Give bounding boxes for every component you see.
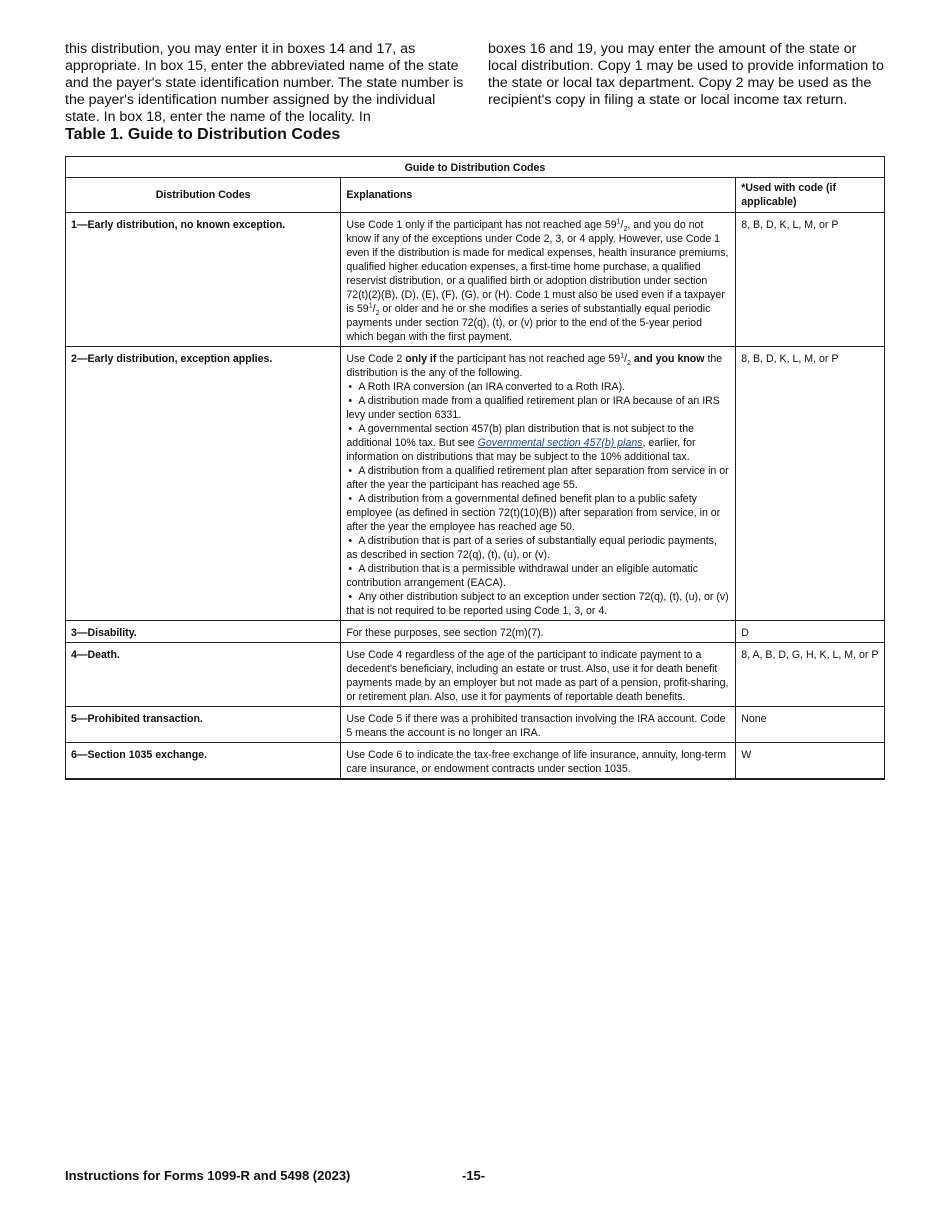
header-used-with: *Used with code (if applicable) [736, 178, 885, 213]
row-used-with: W [736, 743, 885, 780]
table-title: Table 1. Guide to Distribution Codes [65, 126, 341, 143]
table-row [66, 643, 885, 707]
table-caption-row [66, 157, 885, 178]
governmental-457b-link[interactable]: Governmental section 457(b) plans [477, 437, 643, 449]
row-code: 1—Early distribution, no known exception. [66, 213, 341, 347]
intro-left-text: this distribution, you may enter it in boxes 14 and 17, as appropriate. In box 15, enter the abbreviated name of the state and the payer's state identification number. The state number is the payer's identification number assigned by the individual state. In box 18, enter the name of the locality. In [65, 41, 464, 125]
distribution-codes-table [65, 156, 885, 780]
intro-left-column [65, 41, 465, 126]
bullet-item: • A distribution from a qualified retirement plan after separation from service in or after the year the participant has reached age 55. [346, 464, 730, 492]
row-used-with: 8, A, B, D, G, H, K, L, M, or P [736, 643, 885, 707]
table-header-row [66, 178, 885, 213]
table-row [66, 743, 885, 780]
row-explanation: Use Code 1 only if the participant has not reached age $59^1/_2$, and you do not know if any of the exceptions under Code 2, 3, or 4 apply. However, use Code 1 even if the distribution is made for medical expenses, health insurance premiums, qualified higher education expenses, a first-time home purchase, a qualified reservist distribution, or a qualified birth or adoption distribution under section 72(t)(2)(B), (D), (E), (F), (G), or (H). Code 1 must also be used even if a taxpayer is $59^1/_2$ or older and he or she modifies a series of substantially equal periodic payments under section 72(q), (t), or (v) prior to the end of the 5-year period which began with the first payment. [341, 213, 736, 347]
row-used-with: 8, B, D, K, L, M, or P [736, 347, 885, 621]
table-caption: Guide to Distribution Codes [66, 157, 885, 178]
header-explanations: Explanations [341, 178, 736, 213]
bullet-item: • A distribution made from a qualified retirement plan or IRA because of an IRS levy under section 6331. [346, 394, 730, 422]
table-row [66, 621, 885, 643]
row-used-with: D [736, 621, 885, 643]
row-explanation: Use Code 5 if there was a prohibited transaction involving the IRA account. Code 5 means the account is no longer an IRA. [341, 707, 736, 743]
row-code: 5—Prohibited transaction. [66, 707, 341, 743]
row-explanation: Use Code 2 only if the participant has not reached age $59^1/_2$ and you know the distribution is the any of the following. • A Roth IRA conversion (an IRA converted to a Roth IRA). • A distribution made from a qualified retirement plan or IRA because of an IRS levy under section 6331. • A governmental section 457(b) plan distribution that is not subject to the additional 10% tax. But see Governmental section 457(b) plans, earlier, for information on distributions that may be subject to the 10% additional tax. • A distribution from a qualified retirement plan after separation from service in or after the year the participant has reached age 55. • A distribution from a governmental defined benefit plan to a public safety employee (as defined in section 72(t)(10)(B)) after separation from service, in or after the year the employee has reached age 50. • A distribution that is part of a series of substantially equal periodic payments, as described in section 72(q), (t), (u), or (v). • A distribution that is a permissible withdrawal under an eligible automatic contribution arrangement (EACA). • Any other distribution subject to an exception under section 72(q), (t), (u), or (v) that is not required to be reported using Code 1, 3, or 4. [341, 347, 736, 621]
bullet-item: • A distribution that is part of a series of substantially equal periodic payments, as described in section 72(q), (t), (u), or (v). [346, 534, 730, 562]
row-code: 3—Disability. [66, 621, 341, 643]
bullet-item: • A governmental section 457(b) plan distribution that is not subject to the additional 10% tax. But see Governmental section 457(b) plans, earlier, for information on distributions that may be subject to the 10% additional tax. [346, 422, 730, 464]
page-number: -15- [462, 1168, 486, 1183]
table-row [66, 707, 885, 743]
row-code: 6—Section 1035 exchange. [66, 743, 341, 780]
intro-right-column [488, 41, 888, 109]
row-code: 4—Death. [66, 643, 341, 707]
table-row [66, 347, 885, 621]
row-used-with: 8, B, D, K, L, M, or P [736, 213, 885, 347]
row-explanation: Use Code 6 to indicate the tax-free exchange of life insurance, annuity, long-term care insurance, or endowment contracts under section 1035. [341, 743, 736, 780]
bullet-item: • A distribution from a governmental defined benefit plan to a public safety employee (as defined in section 72(t)(10)(B)) after separation from service, in or after the year the employee has reached age 50. [346, 492, 730, 534]
intro-right-text: boxes 16 and 19, you may enter the amount of the state or local distribution. Copy 1 may be used to provide information to the state or local tax department. Copy 2 may be used as the recipient's copy in filing a state or local income tax return. [488, 41, 884, 108]
bullet-item: • A Roth IRA conversion (an IRA converted to a Roth IRA). [346, 380, 730, 394]
bullet-item: • Any other distribution subject to an exception under section 72(q), (t), (u), or (v) that is not required to be reported using Code 1, 3, or 4. [346, 590, 730, 618]
table-row [66, 213, 885, 347]
row-explanation: For these purposes, see section 72(m)(7). [341, 621, 736, 643]
row-explanation: Use Code 4 regardless of the age of the participant to indicate payment to a decedent's beneficiary, including an estate or trust. Also, use it for death benefit payments made by an employer but not made as part of a pension, profit-sharing, or retirement plan. Also, use it for payments of reportable death benefits. [341, 643, 736, 707]
footer-form-title: Instructions for Forms 1099-R and 5498 (2023) [65, 1168, 351, 1183]
bullet-item: • A distribution that is a permissible withdrawal under an eligible automatic contribution arrangement (EACA). [346, 562, 730, 590]
header-distribution-codes: Distribution Codes [66, 178, 341, 213]
row-code: 2—Early distribution, exception applies. [66, 347, 341, 621]
row-used-with: None [736, 707, 885, 743]
